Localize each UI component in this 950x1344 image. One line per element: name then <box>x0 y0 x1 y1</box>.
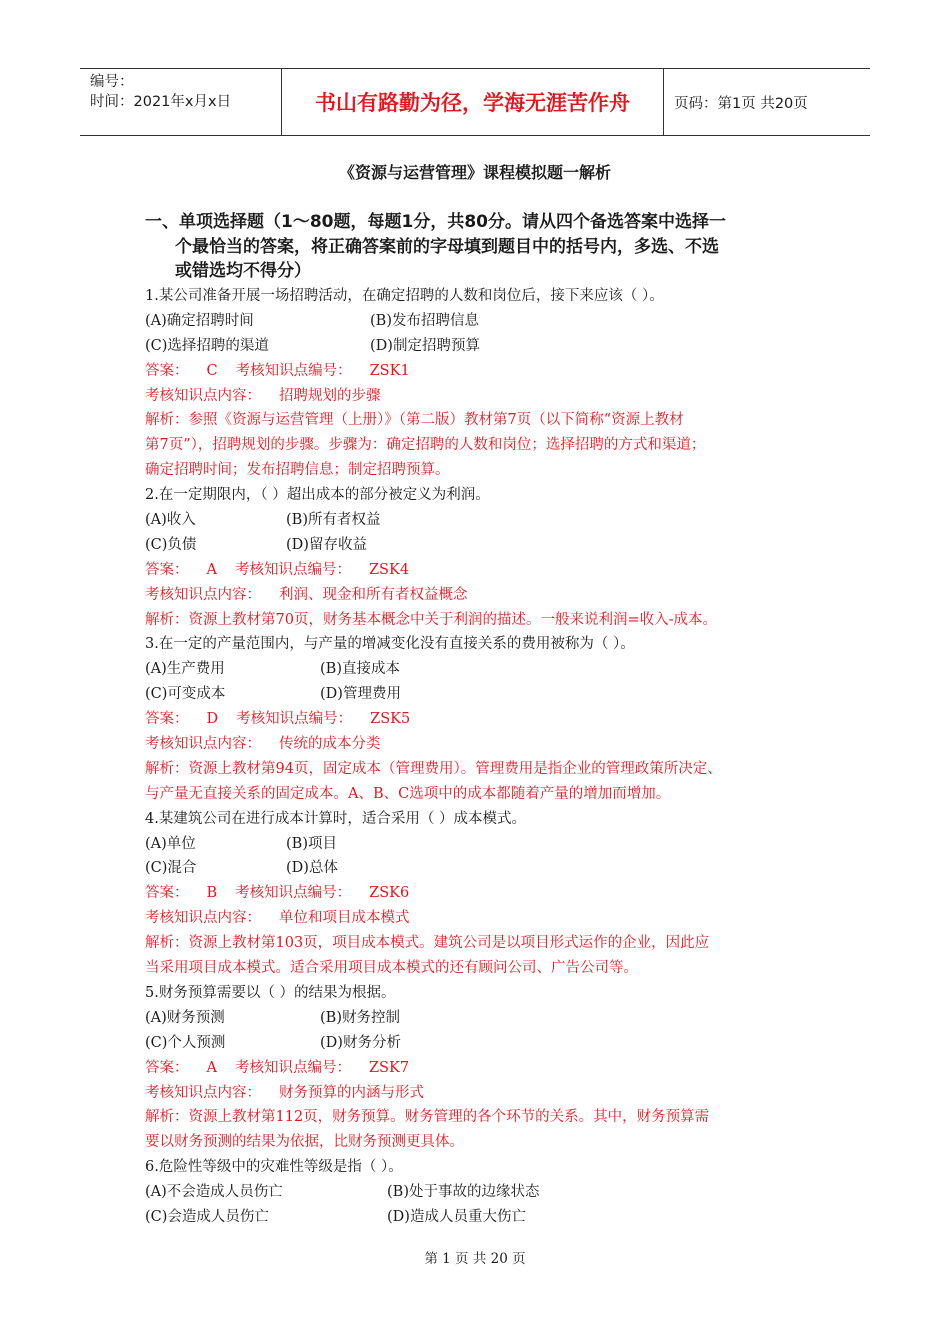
option: (B)所有者权益 <box>286 512 381 529</box>
question-list <box>145 284 825 1230</box>
question <box>145 284 825 483</box>
code-value: ZSK1 <box>369 362 410 379</box>
analysis-line: 解析：资源上教材第70页，财务基本概念中关于利润的描述。一般来说利润=收入-成本。 <box>145 611 717 628</box>
question-stem: 3.在一定的产量范围内，与产量的增减变化没有直接关系的费用被称为（ ）。 <box>145 636 635 653</box>
answer-line <box>145 558 825 583</box>
option-row <box>145 533 825 558</box>
topic-value: 招聘规划的步骤 <box>279 387 381 404</box>
option: (D)造成人员重大伤亡 <box>387 1208 526 1225</box>
option: (C)负债 <box>145 536 197 553</box>
option: (A)生产费用 <box>145 661 225 678</box>
question-stem: 2.在一定期限内，（ ）超出成本的部分被定义为利润。 <box>145 487 490 504</box>
topic-label: 考核知识点内容： <box>145 910 261 927</box>
option-row <box>145 1006 825 1031</box>
analysis-line: 第7页”），招聘规划的步骤。步骤为：确定招聘的人数和岗位；选择招聘的方式和渠道； <box>145 437 706 454</box>
option: (A)收入 <box>145 512 196 529</box>
option: (C)会造成人员伤亡 <box>145 1208 269 1225</box>
topic-line <box>145 732 825 757</box>
option: (D)财务分析 <box>320 1034 401 1051</box>
option: (B)财务控制 <box>320 1009 400 1026</box>
option: (C)个人预测 <box>145 1034 226 1051</box>
answer-value: C <box>206 362 218 379</box>
topic-value: 单位和项目成本模式 <box>279 910 410 927</box>
topic-line <box>145 906 825 931</box>
option: (A)财务预测 <box>145 1009 225 1026</box>
question <box>145 807 825 981</box>
option-row <box>145 334 825 359</box>
question-stem: 4.某建筑公司在进行成本计算时，适合采用（ ）成本模式。 <box>145 810 526 827</box>
answer-label: 答案： <box>145 885 189 902</box>
answer-line <box>145 359 825 384</box>
answer-label: 答案： <box>145 561 189 578</box>
code-label: 考核知识点编号： <box>236 711 353 728</box>
answer-label: 答案： <box>145 1059 189 1076</box>
option: (C)混合 <box>145 860 197 877</box>
answer-label: 答案： <box>145 362 189 379</box>
answer-value: D <box>206 711 219 728</box>
code-label: 考核知识点编号： <box>234 1059 351 1076</box>
topic-value: 传统的成本分类 <box>279 736 381 753</box>
header-motto: 书山有路勤为径，学海无涯苦作舟 <box>282 69 664 135</box>
code-label: 考核知识点编号： <box>235 362 352 379</box>
topic-line <box>145 1081 825 1106</box>
option: (C)可变成本 <box>145 686 226 703</box>
page-footer: 第 1 页 共 20 页 <box>424 1251 526 1267</box>
number-label: 编号： <box>90 74 134 90</box>
section-heading-line: 个最恰当的答案，将正确答案前的字母填到题目中的括号内，多选、不选 <box>175 236 719 257</box>
analysis-line: 解析：资源上教材第94页，固定成本（管理费用）。管理费用是指企业的管理政策所决定、 <box>145 760 722 777</box>
option: (C)选择招聘的渠道 <box>145 337 269 354</box>
option: (D)总体 <box>286 860 338 877</box>
analysis-line: 要以财务预测的结果为依据，比财务预测更具体。 <box>145 1134 464 1151</box>
topic-value: 利润、现金和所有者权益概念 <box>279 586 468 603</box>
analysis-line: 解析：资源上教材第112页，财务预算。财务管理的各个环节的关系。其中，财务预算需 <box>145 1109 710 1126</box>
page-header <box>80 68 870 136</box>
option-row <box>145 1205 825 1230</box>
option-row <box>145 508 825 533</box>
option: (B)发布招聘信息 <box>370 312 479 329</box>
option: (B)处于事故的边缘状态 <box>387 1184 540 1201</box>
question-stem: 1.某公司准备开展一场招聘活动，在确定招聘的人数和岗位后，接下来应该（ ）。 <box>145 288 664 304</box>
analysis-line: 确定招聘时间；发布招聘信息；制定招聘预算。 <box>145 462 450 479</box>
answer-line <box>145 881 825 906</box>
topic-label: 考核知识点内容： <box>145 586 261 603</box>
section-heading-line: 一、单项选择题（1～80题，每题1分，共80分。请从四个备选答案中选择一 <box>145 212 726 232</box>
topic-label: 考核知识点内容： <box>145 736 261 753</box>
option-row <box>145 856 825 881</box>
answer-value: A <box>206 1059 217 1076</box>
answer-value: B <box>206 885 218 902</box>
code-value: ZSK7 <box>368 1059 410 1076</box>
option: (D)管理费用 <box>320 686 401 703</box>
topic-value: 财务预算的内涵与形式 <box>279 1084 424 1101</box>
document-title: 《资源与运营管理》课程模拟题一解析 <box>338 163 611 182</box>
analysis-line: 当采用项目成本模式。适合采用项目成本模式的还有顾问公司、广告公司等。 <box>145 960 638 977</box>
question <box>145 981 825 1155</box>
topic-line <box>145 384 825 409</box>
section-heading <box>145 210 825 284</box>
option-row <box>145 657 825 682</box>
option: (A)不会造成人员伤亡 <box>145 1184 283 1201</box>
analysis-line: 与产量无直接关系的固定成本。A、B、C选项中的成本都随着产量的增加而增加。 <box>145 785 671 802</box>
option-row <box>145 682 825 707</box>
option-row <box>145 832 825 857</box>
topic-label: 考核知识点内容： <box>145 387 261 404</box>
option: (D)留存收益 <box>286 536 367 553</box>
option: (B)直接成本 <box>320 661 400 678</box>
analysis-line: 解析：参照《资源与运营管理（上册）》（第二版）教材第7页（以下简称“资源上教材 <box>145 412 684 429</box>
option-row <box>145 1031 825 1056</box>
topic-label: 考核知识点内容： <box>145 1084 261 1101</box>
header-page-label: 页码：第1页 共20页 <box>674 95 808 112</box>
option: (D)制定招聘预算 <box>370 337 480 354</box>
answer-line <box>145 1056 825 1081</box>
option-row <box>145 1180 825 1205</box>
code-value: ZSK4 <box>368 561 410 578</box>
question-stem: 5.财务预算需要以（ ）的结果为根据。 <box>145 984 396 1001</box>
question <box>145 483 825 632</box>
header-meta <box>80 69 282 135</box>
answer-line <box>145 707 825 732</box>
question <box>145 632 825 806</box>
option-row <box>145 309 825 334</box>
analysis-line: 解析：资源上教材第103页，项目成本模式。建筑公司是以项目形式运作的企业，因此应 <box>145 935 710 952</box>
date-label: 时间：2021年x月x日 <box>90 94 232 110</box>
code-label: 考核知识点编号： <box>234 561 351 578</box>
section-heading-line: 或错选均不得分） <box>175 261 311 281</box>
code-value: ZSK6 <box>369 885 410 902</box>
option: (A)单位 <box>145 835 196 852</box>
option: (B)项目 <box>286 835 337 852</box>
question-stem: 6.危险性等级中的灾难性等级是指（ ）。 <box>145 1159 403 1176</box>
question <box>145 1155 825 1230</box>
code-value: ZSK5 <box>370 711 411 728</box>
code-label: 考核知识点编号： <box>235 885 352 902</box>
option: (A)确定招聘时间 <box>145 312 254 329</box>
answer-label: 答案： <box>145 711 189 728</box>
topic-line <box>145 583 825 608</box>
answer-value: A <box>206 561 217 578</box>
